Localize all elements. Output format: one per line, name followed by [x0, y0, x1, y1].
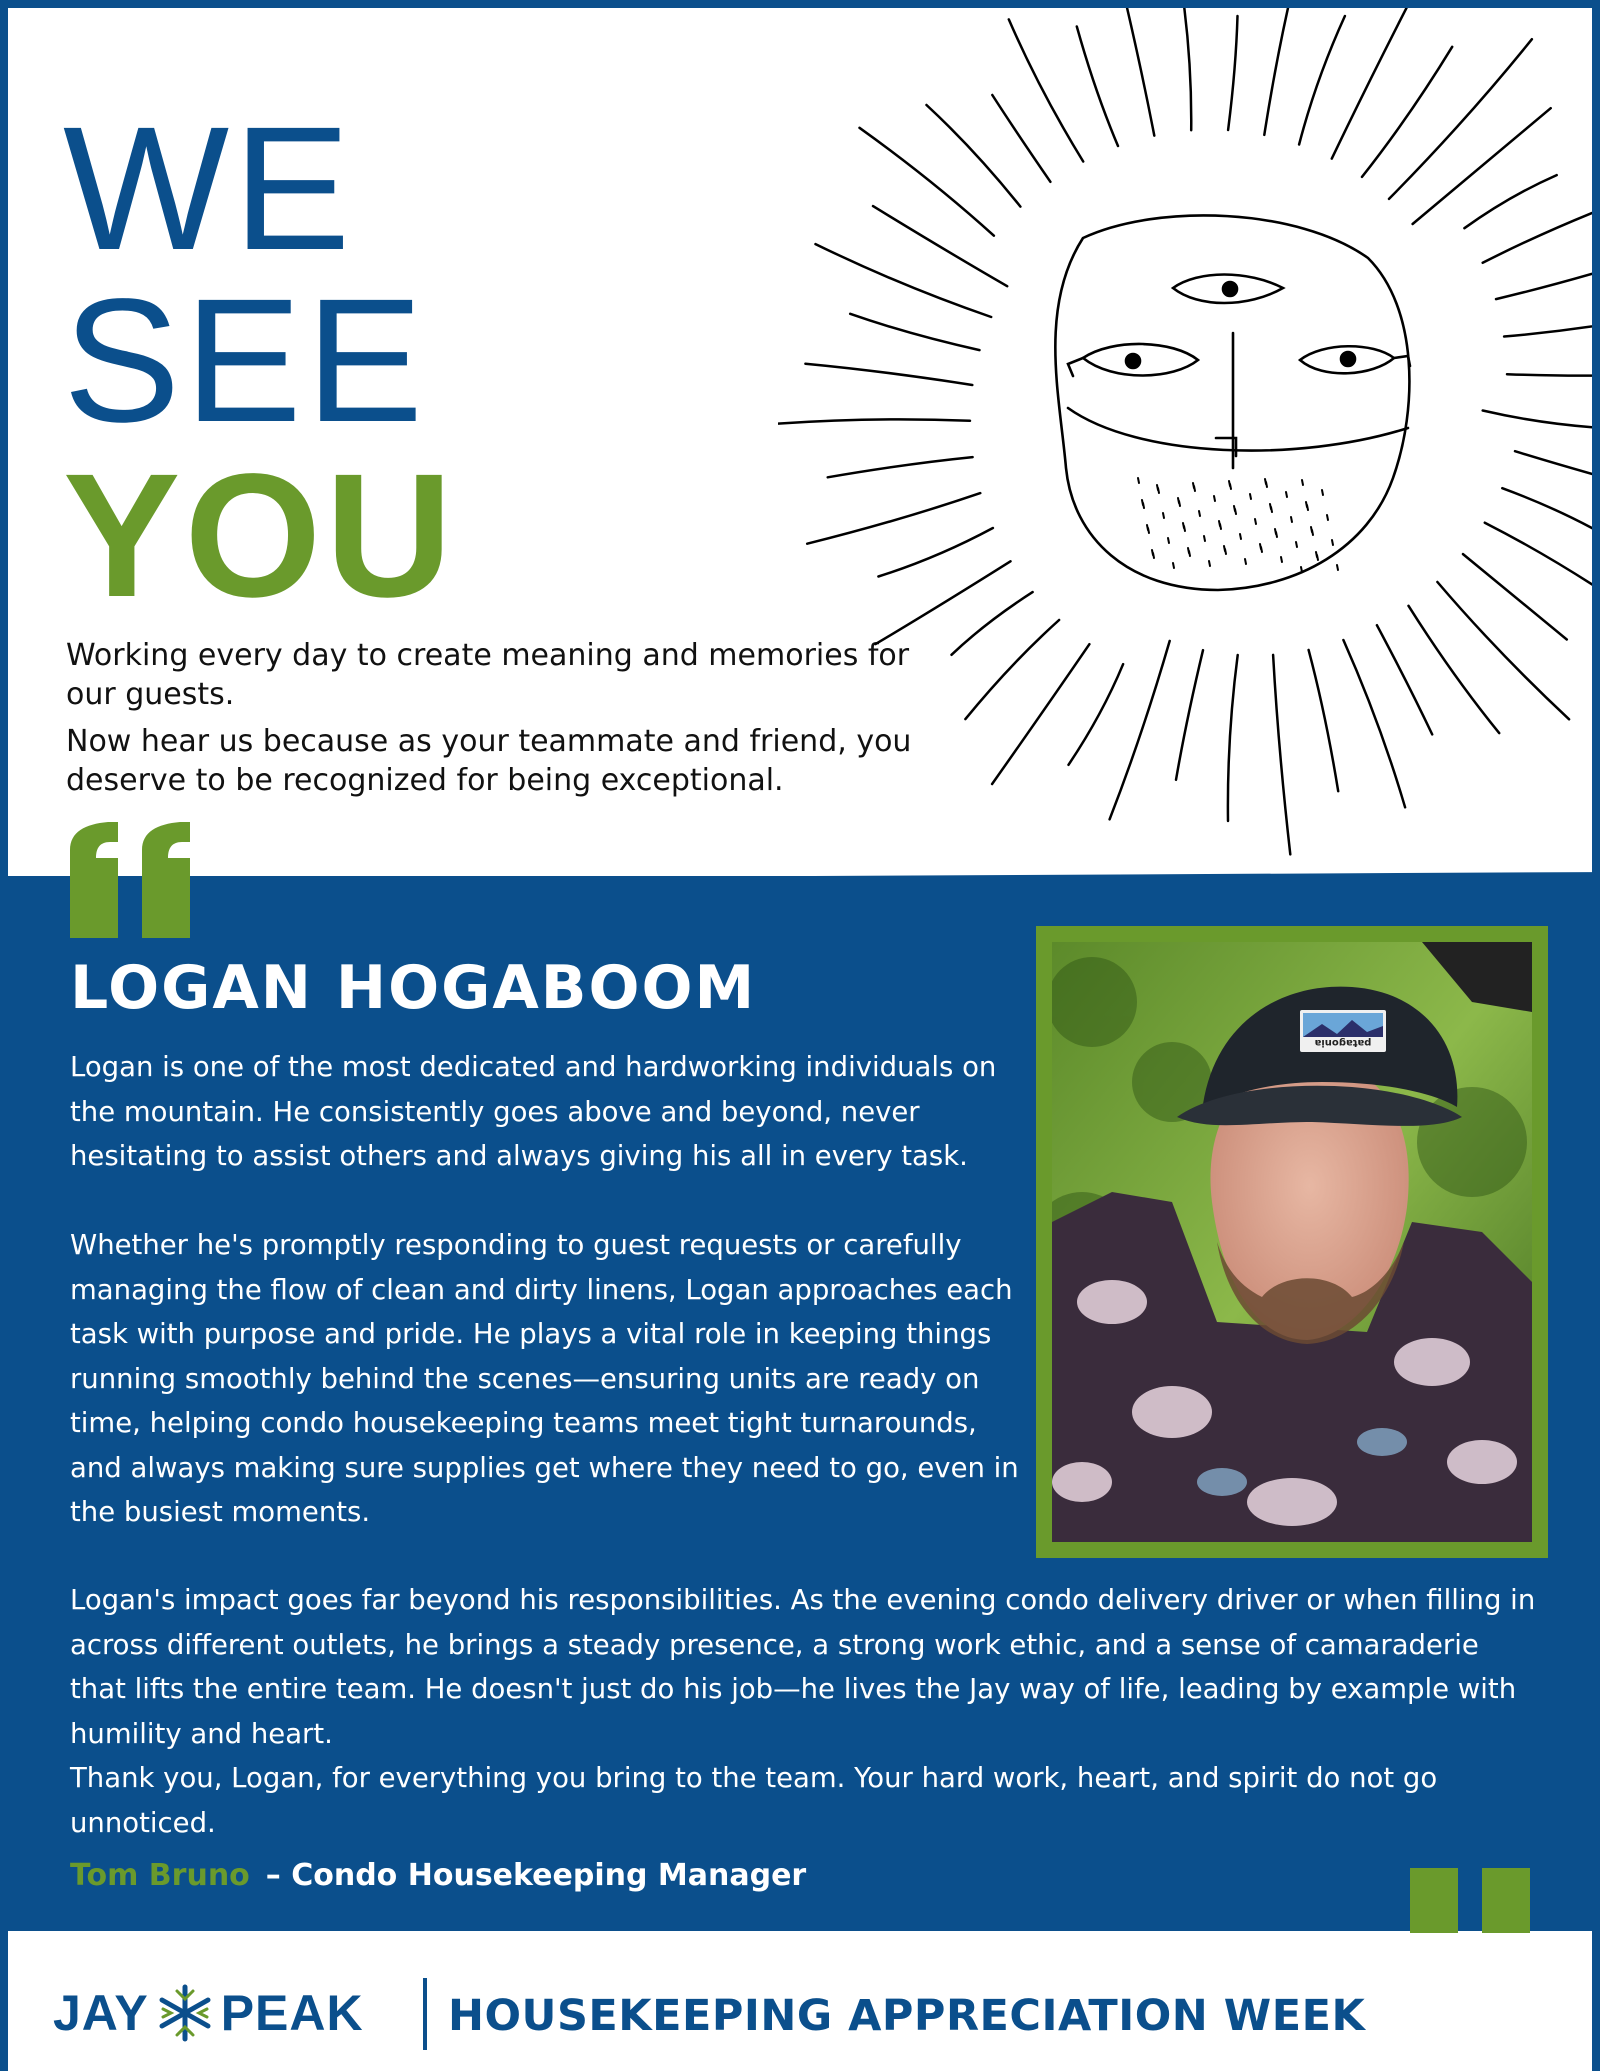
stubble-dot	[1142, 500, 1143, 505]
stubble-dot	[1245, 559, 1246, 564]
sun-ray	[1377, 625, 1432, 734]
sun-ray	[1110, 641, 1170, 819]
stubble-dot	[1332, 540, 1333, 545]
sun-ray	[1389, 39, 1532, 199]
stubble-dot	[1152, 550, 1153, 555]
sun-ray	[992, 95, 1050, 182]
footer-divider	[423, 1978, 427, 2050]
story-paragraph-2: Whether he's promptly responding to guest requests or carefully managing the flow of clean and dirty linens, Logan approaches each task with purpose and pride. He plays a vital role in keeping things running smoothly behind the scenes—ensuring units are ready on time, helping condo housekeeping teams meet tight turnarounds, and always making sure supplies get where they need to go, even in the busiest moments.	[70, 1229, 1019, 1528]
stubble-dot	[1270, 504, 1271, 509]
stubble-dot	[1219, 521, 1220, 526]
jay-peak-logo	[53, 1983, 364, 2043]
stubble-dot	[1224, 546, 1225, 551]
stubble-dot	[1209, 561, 1210, 566]
stubble-dot	[1168, 538, 1169, 543]
stubble-dot	[1138, 478, 1139, 483]
stubble-dot	[1163, 513, 1164, 518]
sun-ray	[1504, 309, 1600, 336]
sun-ray	[1077, 27, 1118, 147]
open-quote-icon	[60, 820, 210, 940]
sun-ray	[1502, 488, 1600, 535]
stubble-dot	[1306, 502, 1307, 507]
logo-word-left: JAY	[53, 1985, 149, 2041]
stubble-dot	[1240, 534, 1241, 539]
stubble-dot	[1199, 511, 1200, 516]
sun-ray	[876, 561, 1011, 644]
stubble-dot	[1337, 565, 1338, 570]
cap-logo-text: patagonia	[1314, 1037, 1372, 1048]
sun-face-drawing	[778, 8, 1600, 878]
sun-ray	[878, 528, 993, 577]
stubble-dot	[1281, 557, 1282, 562]
intro-line-2: Now hear us because as your teammate and friend, you deserve to be recognized for being exceptional.	[66, 724, 912, 798]
headline-you: YOU	[63, 437, 457, 634]
sun-stubble	[1138, 478, 1338, 572]
stubble-dot	[1147, 525, 1148, 530]
intro-line-1: Working every day to create meaning and memories for our guests.	[66, 638, 910, 712]
signature	[70, 1858, 806, 1893]
story-paragraph-1: Logan is one of the most dedicated and hardworking individuals on the mountain. He consistently goes above and beyond, never hesitating to assist others and always giving his all in every task.	[70, 1051, 997, 1172]
sun-ray	[992, 644, 1089, 784]
stubble-dot	[1229, 481, 1230, 486]
stubble-dot	[1255, 519, 1256, 524]
sun-ray	[1228, 16, 1237, 130]
logo-word-right: PEAK	[220, 1985, 364, 2041]
sun-ray	[1483, 411, 1600, 429]
sun-ray	[1464, 175, 1556, 228]
sun-ray	[1309, 650, 1339, 791]
sun-ray	[1332, 8, 1418, 159]
stubble-dot	[1178, 498, 1179, 503]
event-title: HOUSEKEEPING APPRECIATION WEEK	[448, 1991, 1366, 2041]
snowflake-icon	[155, 1983, 215, 2043]
sun-ray	[860, 128, 994, 236]
sun-ray	[1176, 650, 1203, 780]
sun-ray	[1273, 655, 1290, 855]
stubble-dot	[1316, 552, 1317, 557]
stubble-dot	[1260, 544, 1261, 549]
stubble-dot	[1183, 523, 1184, 528]
sun-ray	[1069, 664, 1124, 765]
stubble-dot	[1275, 529, 1276, 534]
signature-role: – Condo Housekeeping Manager	[265, 1858, 807, 1893]
stubble-dot	[1296, 542, 1297, 547]
sun-ray	[828, 457, 973, 477]
sun-ray	[1496, 266, 1600, 300]
sun-ray	[1485, 523, 1600, 610]
stubble-dot	[1291, 517, 1292, 522]
stubble-dot	[1234, 506, 1235, 511]
stubble-dot	[1265, 479, 1266, 484]
sun-ray	[1299, 16, 1345, 145]
stubble-dot	[1173, 563, 1174, 568]
stubble-dot	[1322, 490, 1323, 495]
sun-ray	[1009, 19, 1083, 161]
story-paragraph-4: Thank you, Logan, for everything you bring to the team. Your hard work, heart, and spirit do not go unnoticed.	[70, 1762, 1438, 1839]
sun-ray	[1483, 198, 1600, 263]
stubble-dot	[1250, 494, 1251, 499]
sun-ray	[805, 364, 972, 385]
stubble-dot	[1214, 496, 1215, 501]
story-paragraph-3: Logan's impact goes far beyond his responsibilities. As the evening condo delivery driver or when filling in across different outlets, he brings a steady presence, a strong work ethic, and a sense of camaraderie that lifts the entire team. He doesn't just do his job—he lives the Jay way of life, leading by example with humility and heart.	[70, 1584, 1536, 1750]
stubble-dot	[1286, 492, 1287, 497]
stubble-dot	[1204, 536, 1205, 541]
sun-ray	[1228, 655, 1238, 821]
sun-ray	[1362, 47, 1452, 177]
sun-ray	[816, 244, 992, 317]
headline	[63, 91, 457, 634]
honoree-name: LOGAN HOGABOOM	[70, 953, 757, 1023]
sun-ray	[1507, 374, 1600, 376]
stubble-dot	[1193, 483, 1194, 488]
sun-ray	[850, 314, 979, 350]
honoree-photo	[1052, 942, 1532, 1542]
stubble-dot	[1327, 515, 1328, 520]
stubble-dot	[1301, 567, 1302, 572]
sun-ray	[965, 620, 1059, 719]
sun-ray	[1515, 451, 1600, 491]
sun-ray	[1413, 108, 1551, 224]
headline-we: WE	[63, 91, 355, 287]
sun-ray	[1115, 8, 1154, 136]
stubble-dot	[1188, 548, 1189, 553]
sun-ray	[1343, 640, 1405, 807]
sun-ray	[1437, 582, 1569, 719]
sun-ray	[873, 206, 1007, 286]
stubble-dot	[1157, 485, 1158, 490]
sun-face	[1055, 215, 1410, 590]
sun-ray	[1181, 8, 1191, 130]
headline-see: SEE	[63, 263, 428, 460]
sun-rays	[778, 8, 1600, 854]
photo-frame	[1036, 926, 1548, 1558]
sun-ray	[1264, 8, 1297, 135]
stubble-dot	[1311, 527, 1312, 532]
footer	[8, 1933, 1600, 2071]
sun-ray	[807, 493, 980, 544]
stubble-dot	[1302, 480, 1303, 485]
signature-name: Tom Bruno	[70, 1858, 250, 1893]
sun-ray	[778, 419, 970, 424]
sun-ray	[952, 592, 1033, 655]
